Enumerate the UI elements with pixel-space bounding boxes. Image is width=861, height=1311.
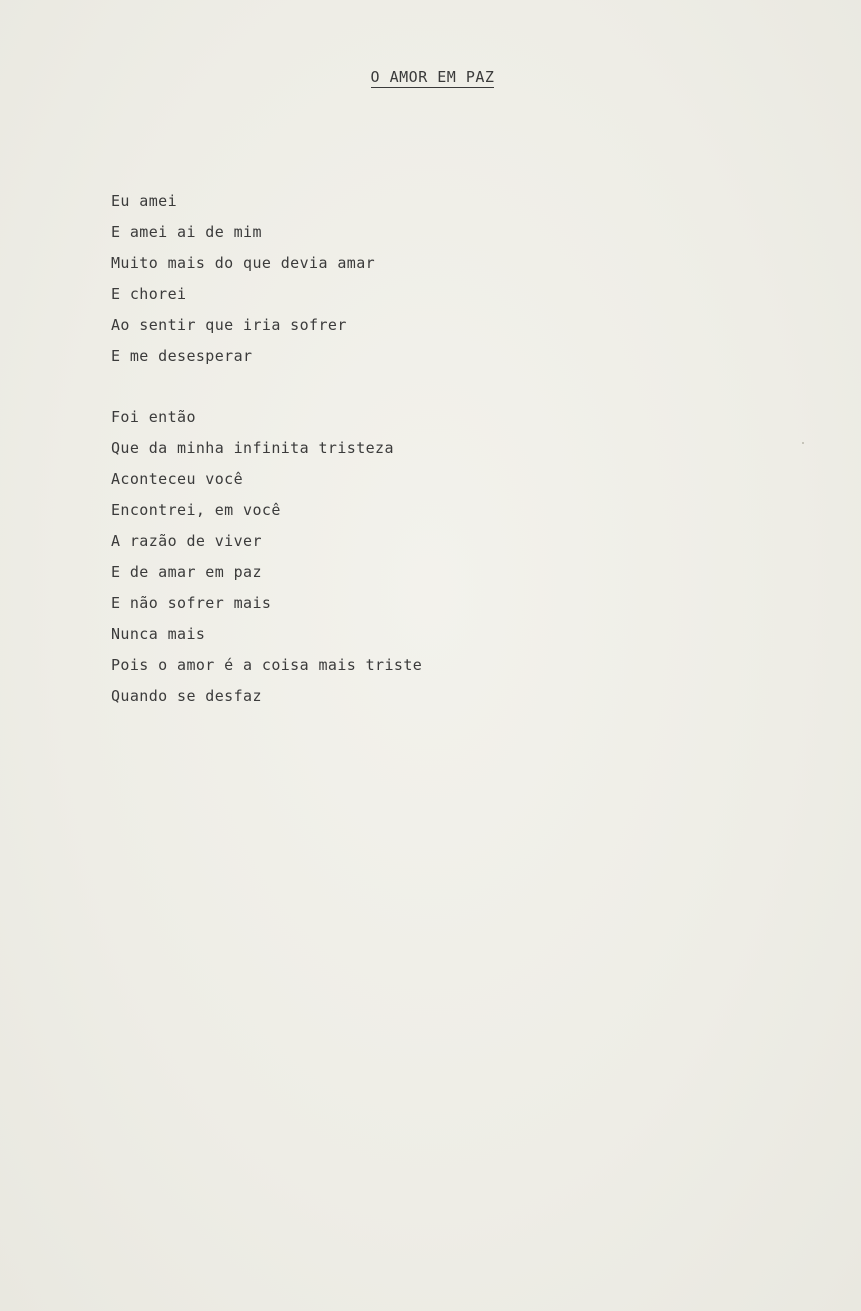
poem-line: Que da minha infinita tristeza bbox=[111, 439, 394, 457]
poem-line: Quando se desfaz bbox=[111, 687, 262, 705]
poem-line: Pois o amor é a coisa mais triste bbox=[111, 656, 423, 674]
poem-title-text: O AMOR EM PAZ bbox=[370, 68, 495, 86]
poem-line: Nunca mais bbox=[111, 625, 206, 643]
poem-line: Encontrei, em você bbox=[111, 501, 281, 519]
poem-body bbox=[111, 186, 422, 712]
poem-line: E não sofrer mais bbox=[111, 594, 272, 612]
poem-line: A razão de viver bbox=[111, 532, 262, 550]
poem-line: Foi então bbox=[111, 408, 196, 426]
poem-line: E chorei bbox=[111, 285, 187, 303]
stanza-1 bbox=[111, 186, 422, 372]
stanza-2 bbox=[111, 402, 422, 712]
poem-line: E amei ai de mim bbox=[111, 223, 262, 241]
poem-line: Ao sentir que iria sofrer bbox=[111, 316, 347, 334]
poem-line: E de amar em paz bbox=[111, 563, 262, 581]
poem-line: Aconteceu você bbox=[111, 470, 244, 488]
poem-title bbox=[0, 68, 861, 88]
poem-line: Eu amei bbox=[111, 192, 178, 210]
poem-line: E me desesperar bbox=[111, 347, 253, 365]
paper-speck bbox=[802, 442, 804, 444]
poem-line: Muito mais do que devia amar bbox=[111, 254, 376, 272]
